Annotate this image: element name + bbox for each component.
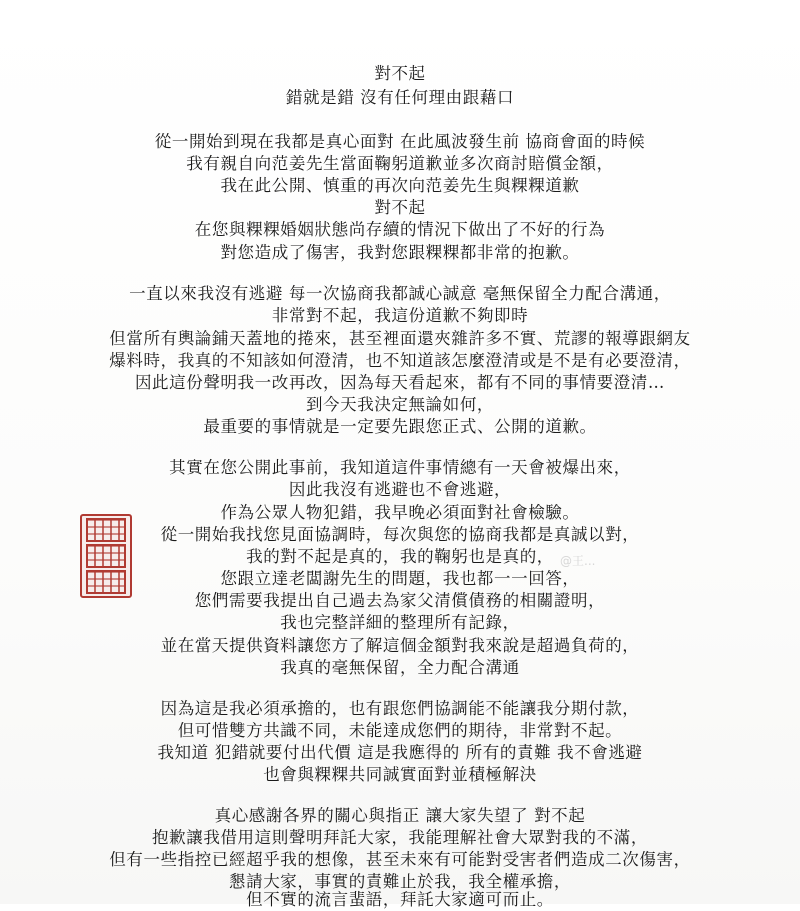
paragraph-2-line: 爆料時，我真的不知該如何澄清，也不知道該怎麼澄清或是不是有必要澄清， (109, 351, 691, 370)
paragraph-3-line: 我真的毫無保留，全力配合溝通 (280, 658, 520, 677)
paragraph-3-line: 我的對不起是真的，我的鞠躬也是真的， (246, 547, 554, 566)
paragraph-4-line: 也會與粿粿共同誠實面對並積極解決 (263, 765, 537, 784)
paragraph-3-line: 您們需要我提出自己過去為家父清償債務的相關證明， (194, 591, 606, 610)
paragraph-5-line: 抱歉讓我借用這則聲明拜託大家，我能理解社會大眾對我的不滿， (152, 828, 648, 847)
paragraph-2-line: 但當所有輿論鋪天蓋地的捲來，甚至裡面還夾雜許多不實、荒謬的報導跟網友 (109, 329, 691, 348)
paragraph-1-line: 我在此公開、慎重的再次向范姜先生與粿粿道歉 (220, 176, 580, 195)
paragraph-3-line: 從一開始我找您見面協調時，每次與您的協商我都是真誠以對， (160, 525, 640, 544)
paragraph-2-line: 最重要的事情就是一定要先跟您正式、公開的道歉。 (203, 417, 597, 436)
seal-character-mark (86, 544, 126, 568)
paragraph-4-line: 我知道 犯錯就要付出代價 這是我應得的 所有的責難 我不會逃避 (157, 743, 643, 762)
paragraph-2-line: 因此這份聲明我一改再改，因為每天看起來，都有不同的事情要澄清… (134, 373, 666, 392)
paragraph-1-line: 對不起 (374, 198, 426, 217)
seal-character-mark (86, 518, 126, 542)
paragraph-2-line: 一直以來我沒有逃避 每一次協商我都誠心誠意 毫無保留全力配合溝通， (129, 284, 671, 303)
paragraph-3-line: 我也完整詳細的整理所有記錄， (280, 613, 520, 632)
paragraph-1-line: 對您造成了傷害，我對您跟粿粿都非常的抱歉。 (220, 243, 580, 262)
paragraph-3-line: 作為公眾人物犯錯，我早晚必須面對社會檢驗。 (220, 503, 580, 522)
paragraph-3-line: 您跟立達老闆謝先生的問題，我也都一一回答， (220, 569, 580, 588)
paragraph-2-line: 到今天我決定無論如何， (305, 395, 495, 414)
paragraph-5-line: 真心感謝各界的關心與指正 讓大家失望了 對不起 (214, 806, 586, 825)
paragraph-3-line: 並在當天提供資料讓您方了解這個金額對我來說是超過負荷的， (160, 636, 640, 655)
paragraph-3-line: 其實在您公開此事前，我知道這件事情總有一天會被爆出來， (169, 458, 631, 477)
watermark-text: @王... (560, 554, 596, 568)
red-seal-stamp (80, 514, 132, 598)
paragraph-5-line: 但有一些指控已經超乎我的想像，甚至未來有可能對受害者們造成二次傷害， (109, 850, 691, 869)
seal-character-mark (86, 570, 126, 594)
paragraph-4-line: 因為這是我必須承擔的，也有跟您們協調能不能讓我分期付款， (160, 699, 640, 718)
paragraph-2-line: 非常對不起，我這份道歉不夠即時 (271, 306, 529, 325)
paragraph-1-line: 從一開始到現在我都是真心面對 在此風波發生前 協商會面的時候 (154, 132, 646, 151)
paragraph-5-line: 但不實的流言蜚語，拜託大家適可而止。 (246, 890, 554, 909)
paragraph-1-line: 我有親自向范姜先生當面鞠躬道歉並多次商討賠償金額， (186, 154, 614, 173)
heading-subtitle: 錯就是錯 沒有任何理由跟藉口 (285, 88, 515, 107)
paragraph-5-line: 懇請大家，事實的責難止於我，我全權承擔， (229, 872, 571, 891)
paragraph-4-line: 但可惜雙方共識不同，未能達成您們的期待，非常對不起。 (177, 721, 623, 740)
paragraph-1-line: 在您與粿粿婚姻狀態尚存續的情況下做出了不好的行為 (194, 220, 606, 239)
paragraph-3-line: 因此我沒有逃避也不會逃避， (288, 480, 512, 499)
heading-apology: 對不起 (374, 64, 426, 83)
